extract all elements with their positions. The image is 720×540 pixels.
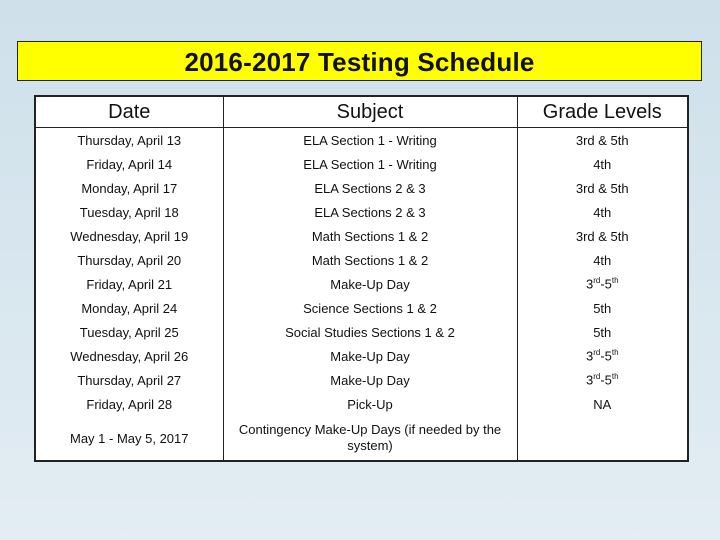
cell-grade-levels: 4th (517, 152, 688, 176)
table-row (35, 176, 688, 200)
column-header-subject: Subject (223, 96, 517, 128)
testing-schedule-table (34, 95, 689, 462)
cell-date: Friday, April 28 (86, 396, 173, 412)
cell-grade-levels: 3rd & 5th (517, 176, 688, 200)
table-row (35, 368, 688, 392)
table-row (35, 344, 688, 368)
cell-date: Monday, April 17 (81, 180, 178, 196)
cell-date: Monday, April 24 (81, 300, 178, 316)
cell-subject: Make-Up Day (223, 368, 517, 392)
table-body (35, 128, 688, 462)
cell-date: May 1 - May 5, 2017 (70, 430, 189, 446)
page-title: 2016-2017 Testing Schedule (184, 46, 535, 77)
table-row (35, 296, 688, 320)
cell-grade-levels: 4th (517, 200, 688, 224)
cell-subject: Science Sections 1 & 2 (223, 296, 517, 320)
cell-grade-levels: 4th (517, 248, 688, 272)
cell-date: Wednesday, April 26 (70, 348, 189, 364)
table-row (35, 248, 688, 272)
cell-grade-levels: 3rd-5th (517, 272, 688, 296)
table-row (35, 416, 688, 461)
cell-subject: Math Sections 1 & 2 (223, 224, 517, 248)
cell-grade-levels: 3rd-5th (517, 368, 688, 392)
cell-subject: Make-Up Day (223, 344, 517, 368)
cell-subject: ELA Sections 2 & 3 (223, 176, 517, 200)
cell-subject: Social Studies Sections 1 & 2 (223, 320, 517, 344)
cell-date: Friday, April 21 (86, 276, 173, 292)
table-row (35, 224, 688, 248)
cell-date: Thursday, April 13 (77, 132, 182, 148)
cell-date: Friday, April 14 (86, 156, 173, 172)
table-row (35, 152, 688, 176)
table-row (35, 128, 688, 153)
cell-date: Wednesday, April 19 (70, 228, 189, 244)
cell-date: Tuesday, April 25 (79, 324, 179, 340)
cell-date: Thursday, April 20 (77, 252, 182, 268)
table-row (35, 320, 688, 344)
cell-grade-levels: NA (517, 392, 688, 416)
cell-subject: Make-Up Day (223, 272, 517, 296)
cell-grade-levels: 5th (517, 296, 688, 320)
cell-grade-levels (517, 416, 688, 461)
header-row (35, 96, 688, 128)
cell-grade-levels: 5th (517, 320, 688, 344)
cell-grade-levels: 3rd-5th (517, 344, 688, 368)
cell-subject: Pick-Up (223, 392, 517, 416)
cell-subject: Math Sections 1 & 2 (223, 248, 517, 272)
cell-date: Thursday, April 27 (77, 372, 182, 388)
column-header-date: Date (35, 96, 223, 128)
table-row (35, 272, 688, 296)
cell-subject: ELA Section 1 - Writing (223, 128, 517, 153)
cell-subject: ELA Section 1 - Writing (223, 152, 517, 176)
cell-subject: Contingency Make-Up Days (if needed by the system) (223, 416, 517, 461)
cell-grade-levels: 3rd & 5th (517, 128, 688, 153)
table-row (35, 392, 688, 416)
cell-date: Tuesday, April 18 (79, 204, 179, 220)
column-header-grade-levels: Grade Levels (517, 96, 688, 128)
table-row (35, 200, 688, 224)
cell-subject: ELA Sections 2 & 3 (223, 200, 517, 224)
cell-grade-levels: 3rd & 5th (517, 224, 688, 248)
title-banner (17, 41, 702, 81)
